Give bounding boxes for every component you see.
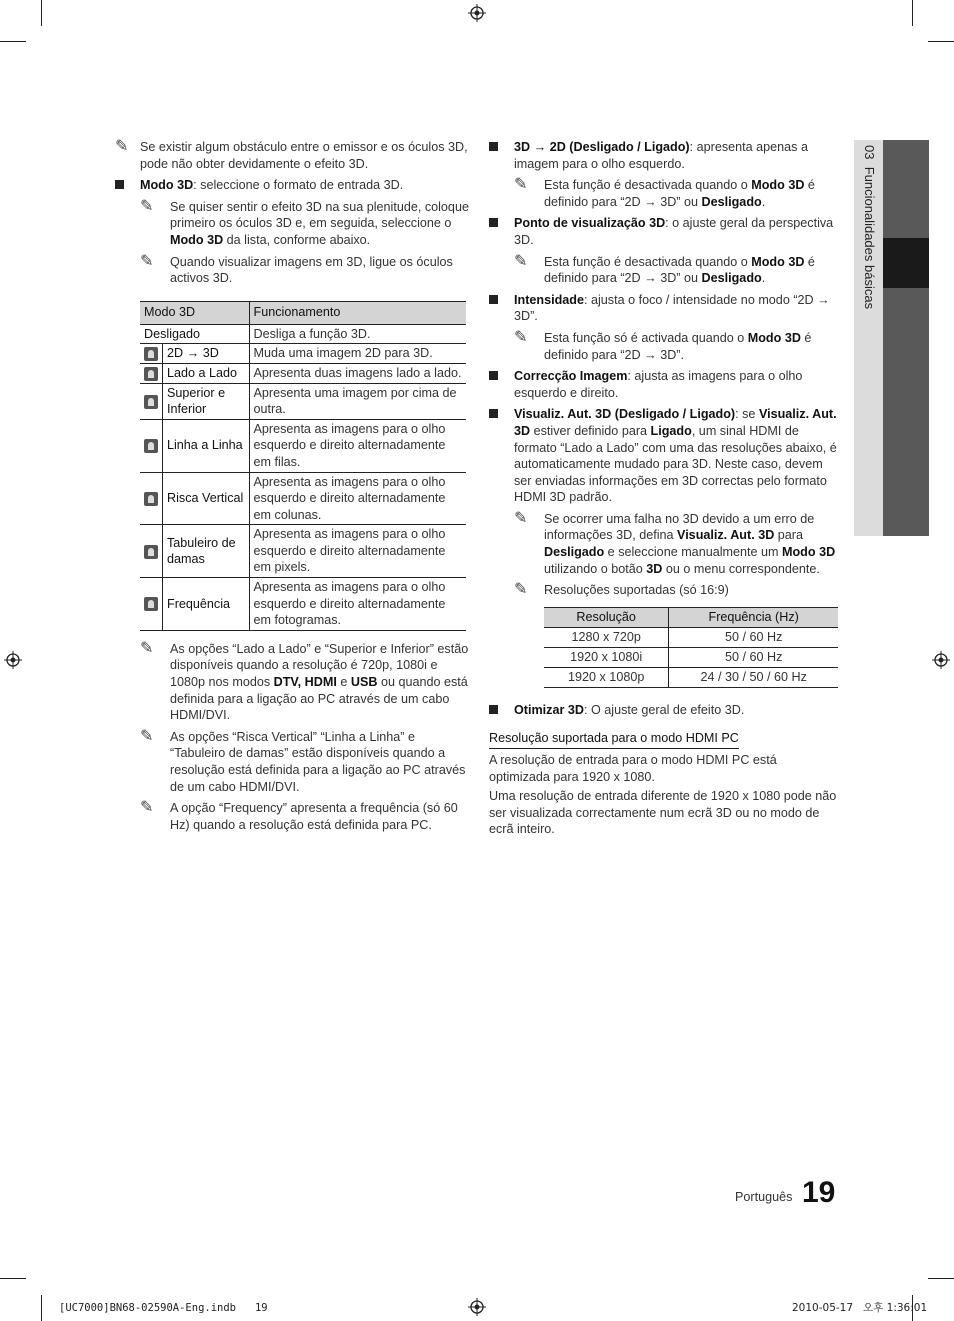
note-icon: ✎ <box>514 579 528 599</box>
note-auto-view-error: ✎ Se ocorrer uma falha no 3D devido a um erro de informações 3D, defina Visualiz. Aut. 3D para Desligado e seleccione manualmente um Modo 3D utilizando o botão 3D ou o menu correspondente. <box>514 507 836 576</box>
note-frequency: ✎ A opção “Frequency” apresenta a frequência (só 60 Hz) quando a resolução está definida para PC. <box>140 797 458 832</box>
crop-mark <box>41 1295 42 1321</box>
crop-mark <box>41 0 42 26</box>
mode-name: Lado a Lado <box>163 363 250 383</box>
mode-name: Superior e Inferior <box>163 383 250 419</box>
table-row: 1920 x 1080p 24 / 30 / 50 / 60 Hz <box>544 667 838 687</box>
mode-name: Tabuleiro de damas <box>163 525 250 578</box>
bullet-square-icon <box>489 218 498 227</box>
note-icon: ✎ <box>140 250 154 270</box>
note-3d-to-2d: ✎ Esta função é desactivada quando o Modo 3D é definido para “2D → 3D” ou Desligado. <box>514 174 815 209</box>
chapter-tab-marker <box>883 238 929 288</box>
registration-mark-icon <box>932 651 950 669</box>
mode-name: Frequência <box>163 578 250 631</box>
hdmi-paragraph-2: Uma resolução de entrada diferente de 1920 x 1080 pode não ser visualizada correctamente num ecrã 3D ou no modo de ecrã inteiro. <box>489 789 837 837</box>
bullet-optimize-3d: Otimizar 3D: O ajuste geral de efeito 3D. <box>489 702 839 719</box>
crop-mark <box>912 0 913 26</box>
crop-mark <box>928 41 954 42</box>
mode-3d-table <box>140 301 466 631</box>
bullet-square-icon <box>489 705 498 714</box>
note-viewpoint: ✎ Esta função é desactivada quando o Modo 3D é definido para “2D → 3D” ou Desligado. <box>514 250 815 286</box>
note-glasses: ✎ Quando visualizar imagens em 3D, ligue os óculos activos 3D. <box>140 250 453 286</box>
registration-mark-icon <box>468 4 486 22</box>
bullet-square-icon <box>489 295 498 304</box>
bullet-intensity: Intensidade: ajusta o foco / intensidade no modo “2D → 3D”. <box>489 292 839 325</box>
mode-name: Linha a Linha <box>163 419 250 472</box>
note-icon: ✎ <box>514 174 528 194</box>
note-icon: ✎ <box>140 195 154 215</box>
left-column <box>115 136 470 838</box>
mode-desc: Muda uma imagem 2D para 3D. <box>249 344 466 364</box>
mode-desc: Apresenta as imagens para o olho esquerdo e direito alternadamente em pixels. <box>249 525 466 578</box>
table-row <box>140 363 466 383</box>
mode-desc: Apresenta as imagens para o olho esquerdo e direito alternadamente em fotogramas. <box>249 578 466 631</box>
frequency-icon <box>144 597 158 611</box>
bullet-picture-correction: Correcção Imagem: ajusta as imagens para o olho esquerdo e direito. <box>489 368 839 401</box>
table-row <box>140 472 466 525</box>
bullet-square-icon <box>489 371 498 380</box>
note-stripe: ✎ As opções “Risca Vertical” “Linha a Linha” e “Tabuleiro de damas” estão disponíveis quando a resolução está definida para a ligação ao PC através de um cabo HDMI/DVI. <box>140 725 466 794</box>
mode-name: Desligado <box>140 324 249 344</box>
table-row: 1920 x 1080i 50 / 60 Hz <box>544 647 838 667</box>
bullet-3d-to-2d: 3D → 2D (Desligado / Ligado): apresenta apenas a imagem para o olho esquerdo. <box>489 139 839 172</box>
page-number: 19 <box>802 1176 836 1209</box>
footer-language: Português <box>735 1190 793 1204</box>
table-row <box>140 344 466 364</box>
print-timestamp: 2010-05-17 오후 1:36:01 <box>792 1302 928 1314</box>
table-row <box>140 525 466 578</box>
note-icon: ✎ <box>115 136 129 155</box>
hdmi-section <box>489 730 839 838</box>
chapter-tab-dark <box>883 140 929 536</box>
table-header: Resolução <box>544 607 669 627</box>
section-heading: Resolução suportada para o modo HDMI PC <box>489 730 739 749</box>
note-icon: ✎ <box>140 797 154 817</box>
hdmi-paragraph-1: A resolução de entrada para o modo HDMI PC está optimizada para 1920 x 1080. <box>489 753 777 784</box>
mode-desc: Apresenta as imagens para o olho esquerdo e direito alternadamente em filas. <box>249 419 466 472</box>
side-by-side-icon <box>144 367 158 381</box>
line-by-line-icon <box>144 439 158 453</box>
note-intensity: ✎ Esta função só é activada quando o Modo 3D é definido para “2D → 3D”. <box>514 326 812 362</box>
note-icon: ✎ <box>514 507 528 527</box>
registration-mark-icon <box>468 1298 486 1316</box>
table-row: 1280 x 720p 50 / 60 Hz <box>544 627 838 647</box>
crop-mark <box>928 1278 954 1279</box>
crop-mark <box>0 41 26 42</box>
bullet-square-icon <box>115 180 124 189</box>
note-full-effect: ✎ Se quiser sentir o efeito 3D na sua plenitude, coloque primeiro os óculos 3D e, em seguida, seleccione o Modo 3D da lista, conforme abaixo. <box>140 195 469 247</box>
note-icon: ✎ <box>140 637 154 657</box>
chapter-title: Funcionalidades básicas <box>862 166 877 310</box>
registration-mark-icon <box>4 651 22 669</box>
bullet-modo3d: Modo 3D: seleccione o formato de entrada 3D. <box>115 177 470 194</box>
mode-name: Risca Vertical <box>163 472 250 525</box>
crop-mark <box>0 1278 26 1279</box>
checker-board-icon <box>144 545 158 559</box>
chapter-number: 03 <box>862 145 877 160</box>
bullet-square-icon <box>489 409 498 418</box>
chapter-label <box>856 145 882 365</box>
note-icon: ✎ <box>140 725 154 745</box>
table-header: Frequência (Hz) <box>669 607 838 627</box>
note-obstacle: ✎ Se existir algum obstáculo entre o emissor e os óculos 3D, pode não obter devidamente o efeito 3D. <box>115 136 468 171</box>
mode-desc: Apresenta duas imagens lado a lado. <box>249 363 466 383</box>
right-column <box>489 139 839 838</box>
note-icon: ✎ <box>514 250 528 270</box>
table-row <box>140 383 466 419</box>
mode-desc: Apresenta as imagens para o olho esquerdo e direito alternadamente em colunas. <box>249 472 466 525</box>
note-supported-res: ✎ Resoluções suportadas (só 16:9) <box>514 579 729 599</box>
bullet-viewpoint: Ponto de visualização 3D: o ajuste geral da perspectiva 3D. <box>489 215 839 248</box>
table-header: Funcionamento <box>249 301 466 324</box>
mode-name: 2D → 3D <box>163 344 250 364</box>
top-bottom-icon <box>144 395 158 409</box>
table-row <box>140 578 466 631</box>
bullet-square-icon <box>489 142 498 151</box>
print-file-name: [UC7000]BN68-02590A-Eng.indb 19 <box>59 1302 268 1314</box>
table-row <box>140 324 466 344</box>
note-options: ✎ As opções “Lado a Lado” e “Superior e Inferior” estão disponíveis quando a resolução é 720p, 1080i e 1080p nos modos DTV, HDMI e USB ou quando está definida para a ligação ao PC através de um cabo HDMI/DVI. <box>140 637 469 723</box>
table-header: Modo 3D <box>140 301 249 324</box>
vertical-stripe-icon <box>144 492 158 506</box>
mode-desc: Desliga a função 3D. <box>249 324 466 344</box>
table-row <box>140 419 466 472</box>
note-icon: ✎ <box>514 326 528 346</box>
mode-desc: Apresenta uma imagem por cima de outra. <box>249 383 466 419</box>
resolution-table <box>544 607 838 688</box>
bullet-auto-view: Visualiz. Aut. 3D (Desligado / Ligado): se Visualiz. Aut. 3D estiver definido para Ligado, um sinal HDMI de formato “Lado a Lado” com uma das resoluções abaixo, é automaticamente mudado para 3D. Neste caso, devem ser enviadas informações em 3D correctas pelo formato HDMI 3D padrão. <box>489 406 839 506</box>
2d-to-3d-icon <box>144 347 158 361</box>
